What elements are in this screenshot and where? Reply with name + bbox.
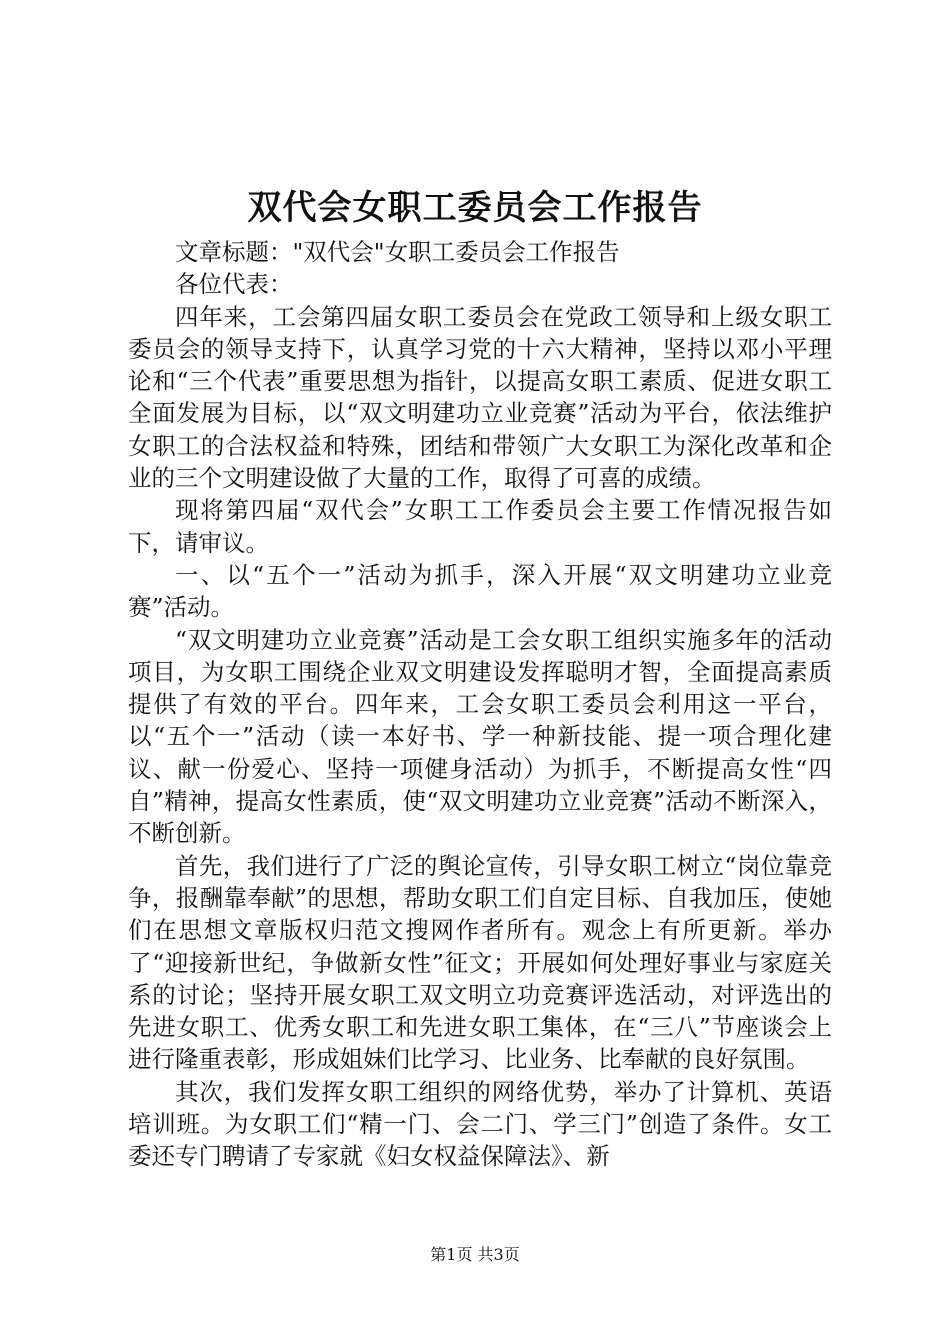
paragraph: 四年来，工会第四届女职工委员会在党政工领导和上级女职工委员会的领导支持下，认真学习党的十六大精神，坚持以邓小平理论和“三个代表”重要思想为指针，以提高女职工素质、促进女职工全面发展为目标，以“双文明建功立业竞赛”活动为平台，依法维护女职工的合法权益和特殊，团结和带领广大女职工为深化改革和企业的三个文明建设做了大量的工作，取得了可喜的成绩。 xyxy=(128,302,832,493)
document-body xyxy=(128,236,832,1173)
page-footer xyxy=(0,1243,950,1267)
salutation: 各位代表： xyxy=(175,270,293,299)
section-heading: 一、以“五个一”活动为抓手，深入开展“双文明建功立业竞赛”活动。 xyxy=(128,560,832,622)
paragraph: 其次，我们发挥女职工组织的网络优势，举办了计算机、英语培训班。为女职工们“精一门、会二门、学三门”创造了条件。女工委还专门聘请了专家就《妇女权益保障法》、新 xyxy=(128,1077,832,1171)
document-title: 双代会女职工委员会工作报告 xyxy=(247,188,703,228)
paragraph: “双文明建功立业竞赛”活动是工会女职工组织实施多年的活动项目，为女职工围绕企业双文明建设发挥聪明才智，全面提高素质提供了有效的平台。四年来，工会女职工委员会利用这一平台，以“五个一”活动（读一本好书、学一种新技能、提一项合理化建议、献一份爱心、坚持一项健身活动）为抓手，不断提高女性“四自”精神，提高女性素质，使“双文明建功立业竞赛”活动不断深入，不断创新。 xyxy=(128,625,832,848)
page-indicator: 第1页 共3页 xyxy=(430,1245,520,1264)
paragraph: 首先，我们进行了广泛的舆论宣传，引导女职工树立“岗位靠竞争，报酬靠奉献”的思想，帮助女职工们自定目标、自我加压，使她们在思想文章版权归范文搜网作者所有。观念上有所更新。举办了“迎接新世纪，争做新女性”征文；开展如何处理好事业与家庭关系的讨论；坚持开展女职工双文明立功竞赛评选活动，对评选出的先进女职工、优秀女职工和先进女职工集体，在“三八”节座谈会上进行隆重表彰，形成姐妹们比学习、比业务、比奉献的良好氛围。 xyxy=(128,851,832,1074)
article-title-line: 文章标题："双代会"女职工委员会工作报告 xyxy=(175,238,620,266)
paragraph: 现将第四届“双代会”女职工工作委员会主要工作情况报告如下，请审议。 xyxy=(128,496,832,557)
